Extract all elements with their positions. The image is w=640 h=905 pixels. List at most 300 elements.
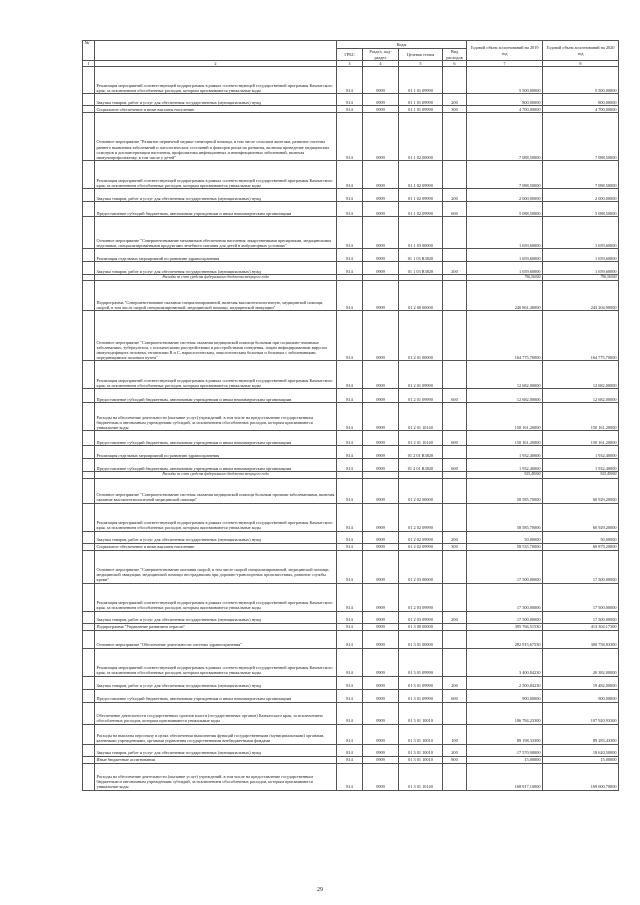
amount-2020: 60 879,20000 — [543, 543, 619, 550]
celevaya-cell: 01 1 03 00000 — [399, 217, 443, 249]
vid-cell — [443, 311, 467, 361]
grbs-cell: 814 — [337, 403, 363, 431]
razdel-cell: 0909 — [363, 189, 399, 202]
num-cell — [83, 446, 95, 459]
grbs-cell: 814 — [337, 94, 363, 106]
table-row — [83, 503, 619, 531]
grbs-cell: 814 — [337, 431, 363, 446]
row-name: Закупка товаров, работ и услуг для обеспечения государственных (муниципальных) нужд — [95, 189, 337, 202]
grbs-cell: 814 — [337, 543, 363, 550]
amount-2020: 17 500,00000 — [543, 550, 619, 583]
celevaya-cell: 01 2 01 09990 — [399, 361, 443, 389]
grbs-cell: 814 — [337, 189, 363, 202]
amount-2020: 243 204,90000 — [543, 281, 619, 311]
amount-2019: 7 088,50000 — [467, 113, 543, 161]
razdel-cell: 0909 — [363, 361, 399, 389]
amount-2019: 106 784,23300 — [467, 702, 543, 724]
table-row — [83, 583, 619, 611]
amount-2020: 900,00000 — [543, 689, 619, 702]
amount-2020: 19 482,00000 — [543, 676, 619, 689]
celevaya-cell: 01 2 02 09990 — [399, 531, 443, 543]
num-cell — [83, 756, 95, 763]
razdel-cell: 0909 — [363, 543, 399, 550]
grbs-cell: 814 — [337, 702, 363, 724]
row-name: Реализация мероприятий соответствующей подпрограммы в рамках соответствующей государственной программы Камчатского края, за исключением обособленных расходов, которым присваиваются уникальные коды — [95, 161, 337, 189]
celevaya-cell: 01 2 02 09990 — [399, 503, 443, 531]
budget-table — [82, 40, 619, 791]
grbs-cell: 814 — [337, 648, 363, 676]
celevaya-cell: 01 1 01 09990 — [399, 106, 443, 113]
razdel-cell: 0909 — [363, 648, 399, 676]
vid-cell — [443, 503, 467, 531]
celevaya-cell: 01 1 03 R3820 — [399, 249, 443, 262]
razdel-cell: 0909 — [363, 623, 399, 630]
num-cell — [83, 702, 95, 724]
razdel-cell: 0909 — [363, 531, 399, 543]
table-row — [83, 756, 619, 763]
razdel-cell: 0909 — [363, 249, 399, 262]
row-name: Реализация мероприятий соответствующей подпрограммы в рамках соответствующей государственной программы Камчатского края, за исключением обособленных расходов, которым присваиваются уникальные коды — [95, 583, 337, 611]
amount-2020: 17 500,00000 — [543, 583, 619, 611]
row-name: Закупка товаров, работ и услуг для обеспечения государственных (муниципальных) нужд — [95, 676, 337, 689]
amount-2020: 1 659,60000 — [543, 249, 619, 262]
amount-2020: 925,49000 — [543, 472, 619, 478]
num-cell — [83, 311, 95, 361]
grbs-cell: 814 — [337, 446, 363, 459]
celevaya-cell: 01 2 01 R3820 — [399, 459, 443, 472]
celevaya-cell: 01 2 01 09990 — [399, 389, 443, 403]
num-cell — [83, 630, 95, 648]
num-cell — [83, 724, 95, 744]
celevaya-cell: 01 3 01 10010 — [399, 756, 443, 763]
row-name: Реализация отдельных мероприятий по развитию здравоохранения — [95, 446, 337, 459]
header-index: 4 — [363, 61, 399, 67]
table-row — [83, 161, 619, 189]
amount-2020: 17 500,00000 — [543, 611, 619, 623]
header-index: 7 — [467, 61, 543, 67]
celevaya-cell: 01 3 01 10140 — [399, 763, 443, 790]
header-num: № — [83, 41, 95, 61]
grbs-cell: 814 — [337, 262, 363, 275]
row-name: Расходы на обеспечение деятельности (оказание услуг) учреждений, в том числе на предоставление государственным бюджетным и автономным учреждениям субсидий, за исключением обособленных расходов, которым присваиваются уникальные коды — [95, 403, 337, 431]
amount-2020: 1 659,60000 — [543, 217, 619, 249]
row-name: Реализация мероприятий соответствующей подпрограммы в рамках соответствующей государственной программы Камчатского края, за исключением обособленных расходов, которым присваиваются уникальные коды — [95, 361, 337, 389]
vid-cell: 300 — [443, 543, 467, 550]
table-header — [83, 41, 619, 67]
razdel-cell: 0909 — [363, 763, 399, 790]
amount-2019: 5 088,50000 — [467, 202, 543, 217]
amount-2019: 12 682,00000 — [467, 389, 543, 403]
celevaya-cell: 01 1 02 09990 — [399, 189, 443, 202]
vid-cell: 200 — [443, 94, 467, 106]
amount-2020: 1 659,60000 — [543, 262, 619, 275]
table-row — [83, 113, 619, 161]
razdel-cell: 0909 — [363, 262, 399, 275]
row-name: Закупка товаров, работ и услуг для обеспечения государственных (муниципальных) нужд — [95, 262, 337, 275]
row-name: Основное мероприятие "Развитие первичной медико-санитарной помощи, в том числе сельским жителям, развитие системы раннего выявления заболеваний и патологических состояний и факторов риска их развития, включая проведение медицинских осмотров и диспансеризации населения, профилактика инфекционных и неинфекционных заболеваний, включая иммунопрофилактику, в том числе у детей" — [95, 113, 337, 161]
header-index: 5 — [399, 61, 443, 67]
vid-cell — [443, 249, 467, 262]
grbs-cell: 814 — [337, 763, 363, 790]
table-row — [83, 189, 619, 202]
row-name: Предоставление субсидий бюджетным, автономным учреждениям и иным некоммерческим организациям — [95, 431, 337, 446]
amount-2019: 2 500,84230 — [467, 676, 543, 689]
razdel-cell: 0909 — [363, 756, 399, 763]
row-name: Расходы за счет средств федерального бюджета текущего года — [95, 472, 337, 478]
num-cell — [83, 431, 95, 446]
razdel-cell: 0909 — [363, 389, 399, 403]
header-index: 8 — [543, 61, 619, 67]
razdel-cell: 0909 — [363, 106, 399, 113]
grbs-cell: 814 — [337, 676, 363, 689]
vid-cell — [443, 446, 467, 459]
razdel-cell: 0909 — [363, 217, 399, 249]
amount-2020: 20 382,00000 — [543, 648, 619, 676]
razdel-cell: 0909 — [363, 676, 399, 689]
row-name: Предоставление субсидий бюджетным, автономным учреждениям и иным некоммерческим организациям — [95, 389, 337, 403]
amount-2020: 413 304,17300 — [543, 623, 619, 630]
row-name: Социальное обеспечение и иные выплаты населению — [95, 543, 337, 550]
num-cell — [83, 611, 95, 623]
table-row — [83, 361, 619, 389]
amount-2019: 2 000,00000 — [467, 189, 543, 202]
num-cell — [83, 361, 95, 389]
table-row — [83, 262, 619, 275]
num-cell — [83, 550, 95, 583]
celevaya-cell: 01 3 01 09990 — [399, 648, 443, 676]
celevaya-cell: 01 1 03 R3820 — [399, 262, 443, 275]
celevaya-cell: 01 2 03 00000 — [399, 550, 443, 583]
celevaya-cell: 01 3 01 10010 — [399, 744, 443, 756]
table-row — [83, 611, 619, 623]
vid-cell — [443, 217, 467, 249]
vid-cell: 200 — [443, 744, 467, 756]
amount-2019: 17 500,00000 — [467, 611, 543, 623]
num-cell — [83, 648, 95, 676]
num-cell — [83, 623, 95, 630]
razdel-cell: 0909 — [363, 431, 399, 446]
celevaya-cell: 01 2 01 10140 — [399, 431, 443, 446]
header-index: 2 — [95, 61, 337, 67]
table-row — [83, 311, 619, 361]
amount-2020: 300 758,83300 — [543, 630, 619, 648]
grbs-cell: 814 — [337, 361, 363, 389]
amount-2019: 58 585,70000 — [467, 503, 543, 531]
header-index: 1 — [83, 61, 95, 67]
amount-2020: 89 283,43300 — [543, 724, 619, 744]
row-name: Основное мероприятие "Совершенствование оказания скорой, в том числе скорой специализированной, медицинской помощи, медицинской эвакуации, медицинской помощи пострадавшим при дорожно-транспортных происшествиях, развитие службы крови" — [95, 550, 337, 583]
amount-2020: 7 088,50000 — [543, 161, 619, 189]
amount-2019: 58 585,70000 — [467, 478, 543, 503]
header-2020: Годовой объем ассигнований на 2020 год — [543, 41, 619, 61]
razdel-cell: 0909 — [363, 113, 399, 161]
num-cell — [83, 763, 95, 790]
amount-2020: 1 932,40000 — [543, 446, 619, 459]
amount-2019: 168 917,10000 — [467, 763, 543, 790]
num-cell — [83, 403, 95, 431]
table-row — [83, 676, 619, 689]
razdel-cell: 0909 — [363, 689, 399, 702]
num-cell — [83, 744, 95, 756]
amount-2019: 50,00000 — [467, 531, 543, 543]
vid-cell: 200 — [443, 531, 467, 543]
grbs-cell: 814 — [337, 478, 363, 503]
amount-2020: 2 000,00000 — [543, 189, 619, 202]
razdel-cell: 0909 — [363, 630, 399, 648]
table-row — [83, 202, 619, 217]
amount-2019: 7 088,50000 — [467, 161, 543, 189]
razdel-cell: 0909 — [363, 611, 399, 623]
row-name: Реализация отдельных мероприятий по развитию здравоохранения — [95, 249, 337, 262]
razdel-cell: 0909 — [363, 583, 399, 611]
celevaya-cell: 01 1 02 09990 — [399, 202, 443, 217]
grbs-cell: 814 — [337, 217, 363, 249]
grbs-cell: 814 — [337, 202, 363, 217]
num-cell — [83, 531, 95, 543]
vid-cell: 200 — [443, 189, 467, 202]
amount-2020: 800,00000 — [543, 94, 619, 106]
amount-2019: 1 659,60000 — [467, 249, 543, 262]
razdel-cell: 0909 — [363, 403, 399, 431]
vid-cell: 800 — [443, 756, 467, 763]
vid-cell — [443, 550, 467, 583]
celevaya-cell: 01 2 01 10140 — [399, 403, 443, 431]
num-cell — [83, 67, 95, 94]
num-cell — [83, 161, 95, 189]
num-cell — [83, 583, 95, 611]
num-cell — [83, 106, 95, 113]
table-row — [83, 431, 619, 446]
num-cell — [83, 503, 95, 531]
table-row — [83, 94, 619, 106]
page-number: 29 — [317, 887, 323, 893]
razdel-cell: 0909 — [363, 202, 399, 217]
table-row — [83, 106, 619, 113]
razdel-cell: 0909 — [363, 446, 399, 459]
razdel-cell: 0909 — [363, 702, 399, 724]
table-row — [83, 550, 619, 583]
celevaya-cell: 01 3 01 10010 — [399, 702, 443, 724]
celevaya-cell: 01 1 01 09990 — [399, 67, 443, 94]
amount-2019: 282 915,67530 — [467, 630, 543, 648]
grbs-cell: 814 — [337, 503, 363, 531]
amount-2020: 4 700,00000 — [543, 106, 619, 113]
grbs-cell: 814 — [337, 311, 363, 361]
table-row — [83, 389, 619, 403]
grbs-cell: 814 — [337, 623, 363, 630]
amount-2020: 150 161,20000 — [543, 403, 619, 431]
celevaya-cell: 01 2 02 09990 — [399, 543, 443, 550]
row-name: Основное мероприятие "Обеспечение деятельности системы здравоохранения" — [95, 630, 337, 648]
amount-2019: 15,00000 — [467, 756, 543, 763]
table-row — [83, 648, 619, 676]
num-cell — [83, 389, 95, 403]
row-name: Закупка товаров, работ и услуг для обеспечения государственных (муниципальных) нужд — [95, 531, 337, 543]
table-row — [83, 478, 619, 503]
table-row — [83, 724, 619, 744]
row-name: Предоставление субсидий бюджетным, автономным учреждениям и иным некоммерческим организациям — [95, 689, 337, 702]
table-body — [83, 67, 619, 790]
num-cell — [83, 281, 95, 311]
table-row — [83, 67, 619, 94]
vid-cell — [443, 361, 467, 389]
amount-2020: 169 000,70000 — [543, 763, 619, 790]
razdel-cell: 0909 — [363, 94, 399, 106]
row-name: Основное мероприятие "Совершенствование системы оказания медицинской помощи больным прочими заболеваниями, включая оказание высокотехнологичной медицинской помощи" — [95, 478, 337, 503]
vid-cell: 600 — [443, 689, 467, 702]
celevaya-cell: 01 2 00 00000 — [399, 281, 443, 311]
header-celevaya: Целевая статья — [399, 49, 443, 61]
table-row — [83, 531, 619, 543]
celevaya-cell: 01 2 03 09990 — [399, 583, 443, 611]
celevaya-cell: 01 1 02 09990 — [399, 161, 443, 189]
table-row — [83, 763, 619, 790]
amount-2019: 58 535,70000 — [467, 543, 543, 550]
amount-2020: 5 088,50000 — [543, 202, 619, 217]
table-row — [83, 459, 619, 472]
amount-2019: 1 932,40000 — [467, 446, 543, 459]
table-row — [83, 446, 619, 459]
vid-cell — [443, 648, 467, 676]
row-name: Закупка товаров, работ и услуг для обеспечения государственных (муниципальных) нужд — [95, 611, 337, 623]
amount-2019: 240 861,40000 — [467, 281, 543, 311]
row-name: Иные бюджетные ассигнования — [95, 756, 337, 763]
vid-cell: 600 — [443, 431, 467, 446]
grbs-cell: 814 — [337, 611, 363, 623]
num-cell — [83, 478, 95, 503]
razdel-cell: 0909 — [363, 161, 399, 189]
razdel-cell: 0909 — [363, 478, 399, 503]
amount-2020: 12 682,00000 — [543, 389, 619, 403]
amount-2019: 12 682,00000 — [467, 361, 543, 389]
razdel-cell: 0909 — [363, 459, 399, 472]
grbs-cell: 814 — [337, 689, 363, 702]
row-name: Закупка товаров, работ и услуг для обеспечения государственных (муниципальных) нужд — [95, 94, 337, 106]
grbs-cell: 814 — [337, 459, 363, 472]
vid-cell — [443, 623, 467, 630]
num-cell — [83, 202, 95, 217]
amount-2019: 164 775,70000 — [467, 311, 543, 361]
celevaya-cell: 01 3 01 00000 — [399, 630, 443, 648]
num-cell — [83, 94, 95, 106]
row-name: Реализация мероприятий соответствующей подпрограммы в рамках соответствующей государственной программы Камчатского края, за исключением обособленных расходов, которым присваиваются уникальные коды — [95, 503, 337, 531]
grbs-cell: 814 — [337, 106, 363, 113]
num-cell — [83, 676, 95, 689]
grbs-cell: 814 — [337, 161, 363, 189]
amount-2019: 150 161,20000 — [467, 403, 543, 431]
vid-cell: 100 — [443, 724, 467, 744]
table-row — [83, 744, 619, 756]
amount-2019: 395 766,51530 — [467, 623, 543, 630]
grbs-cell: 814 — [337, 249, 363, 262]
vid-cell — [443, 403, 467, 431]
grbs-cell: 814 — [337, 724, 363, 744]
table-row — [83, 403, 619, 431]
table-row — [83, 543, 619, 550]
header-grbs: ГРБС — [337, 49, 363, 61]
celevaya-cell: 01 2 01 R3820 — [399, 446, 443, 459]
vid-cell: 600 — [443, 459, 467, 472]
amount-2019: 1 659,60000 — [467, 217, 543, 249]
razdel-cell: 0909 — [363, 67, 399, 94]
amount-2019: 89 198,33300 — [467, 724, 543, 744]
celevaya-cell: 01 1 02 00000 — [399, 113, 443, 161]
amount-2019: 17 570,90000 — [467, 744, 543, 756]
num-cell — [83, 189, 95, 202]
header-vid: Вид расходов — [443, 49, 467, 61]
table-row — [83, 217, 619, 249]
header-codes: Коды — [337, 41, 467, 49]
amount-2020: 12 682,00000 — [543, 361, 619, 389]
razdel-cell: 0909 — [363, 744, 399, 756]
razdel-cell: 0909 — [363, 281, 399, 311]
vid-cell — [443, 763, 467, 790]
amount-2020: 1 932,40000 — [543, 459, 619, 472]
table-row — [83, 630, 619, 648]
header-2019: Годовой объем ассигнований на 2019 год — [467, 41, 543, 61]
vid-cell: 300 — [443, 106, 467, 113]
amount-2019: 5 500,00000 — [467, 67, 543, 94]
celevaya-cell: 01 2 01 00000 — [399, 311, 443, 361]
num-cell — [83, 543, 95, 550]
amount-2020: 107 920,93300 — [543, 702, 619, 724]
grbs-cell: 814 — [337, 583, 363, 611]
amount-2019: 900,00000 — [467, 689, 543, 702]
amount-2019: 796,56000 — [467, 275, 543, 281]
vid-cell — [443, 67, 467, 94]
header-index: 3 — [337, 61, 363, 67]
vid-cell — [443, 702, 467, 724]
grbs-cell: 814 — [337, 113, 363, 161]
vid-cell: 200 — [443, 262, 467, 275]
grbs-cell: 814 — [337, 744, 363, 756]
grbs-cell: 814 — [337, 550, 363, 583]
grbs-cell: 814 — [337, 281, 363, 311]
amount-2020: 60 929,20000 — [543, 503, 619, 531]
row-name: Расходы за счет средств федерального бюджета текущего года — [95, 275, 337, 281]
amount-2019: 1 932,40000 — [467, 459, 543, 472]
grbs-cell: 814 — [337, 531, 363, 543]
razdel-cell: 0909 — [363, 550, 399, 583]
vid-cell: 200 — [443, 676, 467, 689]
table-row — [83, 702, 619, 724]
num-cell — [83, 113, 95, 161]
row-name: Обеспечение деятельности государственных органов власти (государственных органов) Камчатского края, за исключением обособленных расходов, которым присваиваются уникальные коды — [95, 702, 337, 724]
amount-2019: 17 500,00000 — [467, 550, 543, 583]
razdel-cell: 0909 — [363, 311, 399, 361]
table-row — [83, 249, 619, 262]
amount-2019: 150 161,20000 — [467, 431, 543, 446]
vid-cell — [443, 161, 467, 189]
razdel-cell: 0909 — [363, 724, 399, 744]
amount-2019: 3 400,84230 — [467, 648, 543, 676]
vid-cell — [443, 630, 467, 648]
row-name: Основное мероприятие "Совершенствование механизмов обеспечения населения лекарственными препаратами, медицинскими изделиями, специализированными продуктами лечебного питания для детей в амбулаторных условиях" — [95, 217, 337, 249]
celevaya-cell: 01 3 01 09990 — [399, 676, 443, 689]
row-name: Предоставление субсидий бюджетным, автономным учреждениям и иным некоммерческим организациям — [95, 202, 337, 217]
amount-2020: 796,56000 — [543, 275, 619, 281]
celevaya-cell: 01 1 01 09990 — [399, 94, 443, 106]
num-cell — [83, 459, 95, 472]
header-razdel: Раздел, под-раздел — [363, 49, 399, 61]
table-row — [83, 281, 619, 311]
row-name: Подпрограмма "Управление развитием отрасли" — [95, 623, 337, 630]
amount-2020: 150 161,20000 — [543, 431, 619, 446]
num-cell — [83, 217, 95, 249]
row-name: Предоставление субсидий бюджетным, автономным учреждениям и иным некоммерческим организациям — [95, 459, 337, 472]
vid-cell — [443, 281, 467, 311]
vid-cell — [443, 113, 467, 161]
